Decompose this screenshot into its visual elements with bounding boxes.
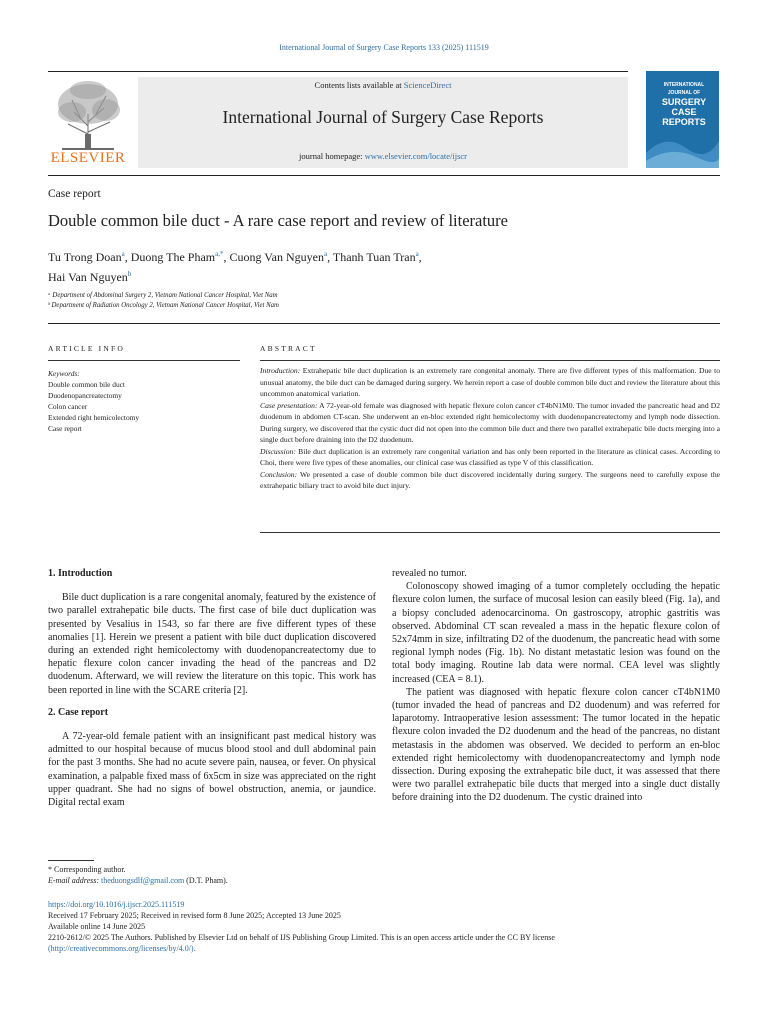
header-bottom-rule — [48, 175, 720, 176]
author-sup[interactable]: a,* — [215, 250, 224, 258]
abstract-rule — [260, 360, 720, 361]
keyword-item: Colon cancer — [48, 402, 88, 411]
abstract-conclusion — [260, 469, 720, 492]
footnote-rule — [48, 860, 94, 861]
doi-link[interactable]: https://doi.org/10.1016/j.ijscr.2025.111519 — [48, 900, 185, 909]
abstract-label: Introduction: — [260, 366, 301, 375]
introduction-paragraph: Bile duct duplication is a rare congenital anomaly, featured by the existence of two parallel extrahepatic bile ducts. The first case of bile duct duplication was presented by Vesalius in 1543, so far there are five different types of these anomalies [1]. Herein we present a patient with bile duct duplication discovered during an extended right hemicolectomy with duodenopancreatectomy due to hepatic flexure colon cancer invading the head of the pancreas and D2 duodenum. Afterward, we will review the literature on this topic. This work has been reported in line with the SCARE criteria [2]. — [48, 592, 376, 696]
author-list: Tu Trong Doan$^a$, Duong The Pham$^{a,*}$, Cuong Van Nguyen$^a$, Thanh Tuan Tran$^a$, Hai Van Nguyen$^b$ — [48, 250, 422, 284]
email-suffix: (D.T. Pham). — [184, 876, 228, 885]
email-line — [48, 875, 228, 886]
affiliation-rule — [48, 323, 720, 324]
abstract-text: A 72-year-old female was diagnosed with hepatic flexure colon cancer cT4bN1M0. The tumor invaded the pancreatic head and D2 duodenum in abdomen CT-scan. She underwent an en-bloc extended right hemicolectomy with duodenopancreatectomy and lymph node dissection. During surgery, we discovered that the cystic duct did not open into the common bile duct and there two parallel extrahepatic bile ducts merging into a single duct before draining into the D2 duodenum. — [260, 400, 720, 444]
article-info-rule — [48, 360, 240, 361]
abstract-label: Discussion: — [260, 446, 296, 456]
contents-prefix: Contents lists available at — [314, 80, 404, 90]
footnotes — [48, 864, 228, 886]
email-link[interactable]: theduongsdlf@gmail.com — [101, 876, 185, 885]
journal-cover[interactable] — [646, 71, 719, 168]
homepage-prefix: journal homepage: — [299, 151, 365, 161]
abstract-text: Bile duct duplication is an extremely rare congenital variation and has only been reported in the literature as clinical cases. According to Choi, there were five types of these anomalies, our clinical case was classified as type V of this classification. — [260, 446, 720, 467]
keyword-item: Double common bile duct — [48, 380, 125, 389]
case-report-heading: 2. Case report — [48, 706, 109, 718]
abstract-heading: ABSTRACT — [260, 344, 317, 353]
cover-line-1: INTERNATIONAL — [663, 82, 705, 88]
available-online: Available online 14 June 2025 — [48, 922, 146, 931]
author-name[interactable]: Tu Trong Doan — [48, 250, 122, 264]
journal-citation[interactable]: International Journal of Surgery Case Reports 133 (2025) 111519 — [279, 43, 489, 52]
keyword-item: Extended right hemicolectomy — [48, 413, 140, 422]
affiliation-a: ᵃ Department of Abdominal Surgery 2, Vietnam National Cancer Hospital, Viet Nam — [48, 292, 278, 299]
right-paragraph-0: revealed no tumor. — [392, 568, 467, 579]
keywords-block — [48, 368, 139, 434]
abstract-text: Extrahepatic bile duct duplication is an extremely rare congenital anomaly. There are five different types of this malformation. Due to unusual anatomy, the bile duct can be damaged during surgery. We herein report a case of double common bile duct and review the literature about this uncommon anatomical variation. — [260, 366, 720, 398]
author-name[interactable]: Thanh Tuan Tran — [332, 250, 416, 264]
abstract-discussion — [260, 446, 720, 469]
homepage-line — [138, 151, 628, 161]
author-sup[interactable]: b — [127, 270, 132, 278]
right-paragraph-2: The patient was diagnosed with hepatic flexure colon cancer cT4bN1M0 (tumor invaded the head of pancreas and D2 duodenum) and was referred for laparotomy. Intraoperative lesion assessment: The tumor located in the hepatic flexure colon invaded the D2 duodenum and the head of the pancreas, no distant metastasis in the abdomen was observed. We decided to perform an en-bloc extended right hemicolectomy with duodenopancreatectomy and lymph node dissection. During exposing the extrahepatic bile duct, it was assessed that there were two parallel extrahepatic bile ducts that merged into a single duct distally before draining into the D2 duodenum. The cystic drained into — [392, 686, 720, 804]
abstract-case-presentation — [260, 400, 720, 446]
sciencedirect-link[interactable]: ScienceDirect — [403, 80, 452, 90]
email-label: E-mail address: — [48, 876, 102, 885]
abstract-introduction — [260, 365, 720, 400]
article-info-heading: ARTICLE INFO — [48, 344, 125, 353]
introduction-heading: 1. Introduction — [48, 568, 113, 579]
abstract-label: Case presentation: — [260, 400, 318, 410]
keyword-item: Case report — [48, 424, 82, 433]
author-name[interactable]: Hai Van Nguyen — [48, 270, 128, 284]
header-rule — [48, 71, 628, 72]
article-footer — [48, 899, 720, 954]
cover-line-2: JOURNAL OF — [667, 90, 701, 96]
author-name[interactable]: Duong The Pham — [130, 250, 216, 264]
contents-line — [138, 80, 628, 90]
author-sup[interactable]: a — [121, 250, 125, 258]
article-title: Double common bile duct - A rare case report and review of literature — [48, 211, 508, 230]
keywords-label: Keywords: — [48, 369, 80, 378]
case-report-paragraph: A 72-year-old female patient with an insignificant past medical history was admitted to our hospital because of mucus blood stool and dull abdominal pain for the past 3 months. She had no acute severe pain, nausea, or fever. On physical examination, a palpable fixed mass of 6x5cm in size was appreciated on the right upper quadrant. She had no signs of bowel obstruction, anemia, or jaundice. Digital rectal exam — [48, 731, 376, 809]
abstract-text: We presented a case of double common bile duct discovered incidentally during surgery. The surgeons need to carefully expose the extrahepatic biliary tract to avoid bile duct injury. — [260, 469, 720, 490]
cover-line-4: CASE — [671, 107, 697, 117]
license-link[interactable]: (http://creativecommons.org/licenses/by/4.0/). — [48, 944, 196, 953]
corresponding-author-note: * Corresponding author. — [48, 865, 126, 874]
affiliations — [48, 291, 279, 311]
cover-line-5: REPORTS — [662, 117, 706, 127]
article-type: Case report — [48, 188, 101, 200]
journal-title: International Journal of Surgery Case Reports — [222, 107, 544, 127]
cover-line-3: SURGERY — [661, 97, 707, 107]
author-sup[interactable]: a — [323, 250, 328, 258]
affiliation-b: ᵇ Department of Radiation Oncology 2, Vietnam National Cancer Hospital, Viet Nam — [48, 302, 279, 309]
elsevier-logo — [48, 76, 128, 166]
abstract-bottom-rule — [260, 532, 720, 533]
author-sup[interactable]: a — [415, 250, 419, 258]
author-name[interactable]: Cuong Van Nguyen — [229, 250, 324, 264]
abstract-label: Conclusion: — [260, 469, 298, 479]
body-left-column — [48, 567, 376, 809]
received-dates: Received 17 February 2025; Received in revised form 8 June 2025; Accepted 13 June 2025 — [48, 911, 341, 920]
keyword-item: Duodenopancreatectomy — [48, 391, 122, 400]
journal-banner — [138, 77, 628, 168]
license-text: 2210-2612/© 2025 The Authors. Published by Elsevier Ltd on behalf of IJS Publishing Group Limited. This is an open access article under the CC BY license — [48, 933, 555, 942]
publisher-name: ELSEVIER — [50, 150, 126, 166]
right-paragraph-1: Colonoscopy showed imaging of a tumor completely occluding the hepatic flexure colon lumen, the surface of mucosal lesion can easily bleed (Fig. 1a), and a biopsy concluded adenocarcinoma. On gastroscopy, atrophic gastritis was observed. Abdominal CT scan revealed a mass in the hepatic flexure colon of 52x74mm in size, infiltrating D2 of the duodenum, the pancreatic head with some regional lymph nodes (Fig. 1b). No distant metastatic lesion was found on the total body imaging. Routine lab data were normal. CEA level was slightly increased (CEA = 8.1). — [392, 581, 720, 685]
abstract-body — [260, 365, 720, 492]
cover-graphic-icon — [646, 123, 719, 168]
body-right-column — [392, 567, 720, 805]
homepage-link[interactable]: www.elsevier.com/locate/ijscr — [364, 151, 467, 161]
